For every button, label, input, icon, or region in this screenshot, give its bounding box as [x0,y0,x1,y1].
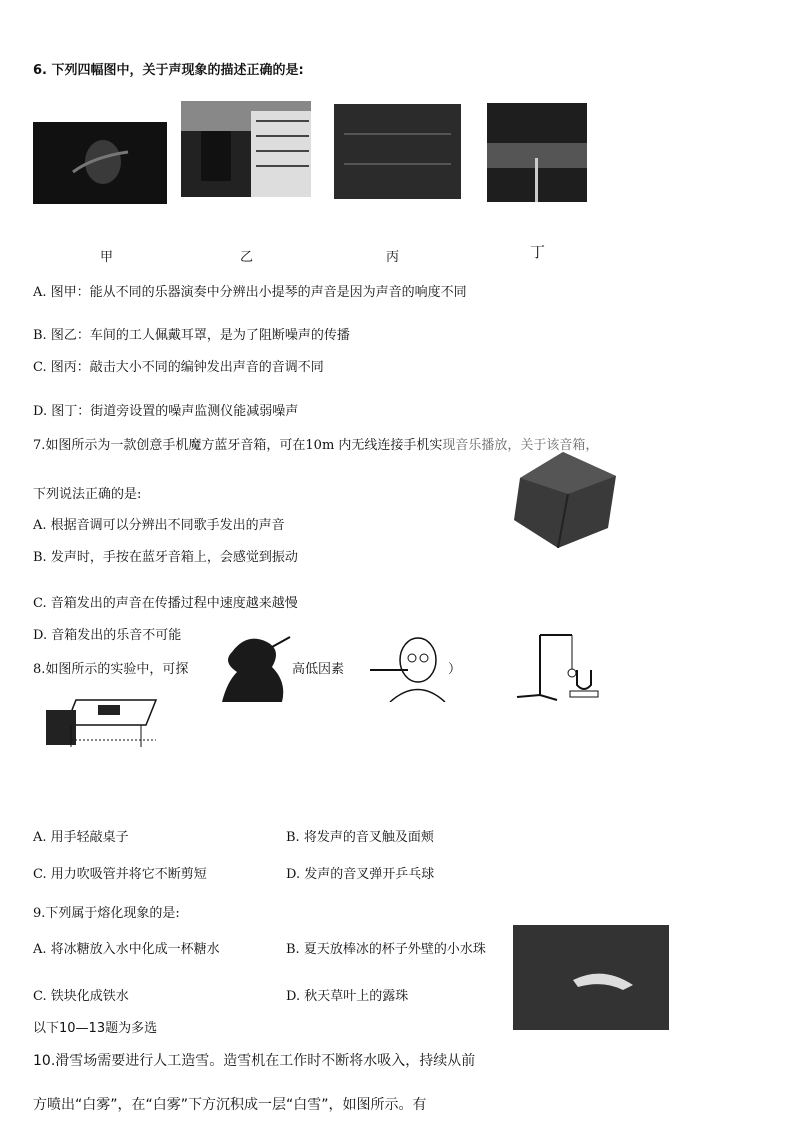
q8-option-a: A. 用手轻敲桌子 [33,830,129,845]
q6-photo-jia [33,122,167,204]
q7-stem-line1-tail: 现音乐播放，关于该音箱， [442,438,599,453]
tuning-fork-face-image [212,632,292,704]
q7-option-a: A. 根据音调可以分辨出不同歌手发出的声音 [33,518,285,533]
q6-caption-yi: 乙 [240,250,254,265]
workshop-image [181,101,311,197]
q9-option-b: B. 夏天放棒冰的杯子外壁的小水珠 [286,942,486,957]
q10-line2: 方喷出“白雾”，在“白雾”下方沉积成一层“白雪”，如图所示。有 [33,1097,427,1113]
q8-option-d: D. 发声的音叉弹开乒乓球 [286,867,435,882]
q7-option-c: C. 音箱发出的声音在传播过程中速度越来越慢 [33,596,298,611]
q6-caption-ding: 丁 [530,243,546,261]
violinist-image [33,122,167,204]
snow-machine-image [513,925,669,1030]
q6-option-a: A. 图甲：能从不同的乐器演奏中分辨出小提琴的声音是因为声音的响度不同 [33,285,467,300]
chime-bells-image [334,104,461,199]
q6-photo-ding [487,103,587,202]
q7-stem-line2: 下列说法正确的是: [33,487,142,502]
q7-option-d: D. 音箱发出的乐音不可能 [33,628,182,643]
multi-select-note: 以下10—13题为多选 [33,1021,158,1036]
q9-option-d: D. 秋天草叶上的露珠 [286,989,409,1004]
q8-stem-b: 高低因素 [292,662,345,677]
q6-option-c: C. 图丙：敲击大小不同的编钟发出声音的音调不同 [33,360,324,375]
q9-option-c: C. 铁块化成铁水 [33,989,129,1004]
q6-option-d: D. 图丁：街道旁设置的噪声监测仪能减弱噪声 [33,404,299,419]
knock-desk-image [36,695,161,750]
q10-line1: 10.滑雪场需要进行人工造雪。造雪机在工作时不断将水吸入，持续从前 [33,1053,476,1069]
q6-caption-bing: 丙 [386,250,400,265]
q6-stem: 6. 下列四幅图中，关于声现象的描述正确的是: [33,63,304,78]
q6-caption-jia: 甲 [100,250,114,265]
q8-stem-a: 8.如图所示的实验中，可探 [33,662,189,677]
q9-option-a: A. 将冰糖放入水中化成一杯糖水 [33,942,220,957]
straw-blowing-image [360,632,450,702]
speaker-cube-image [508,448,623,548]
q7-stem-line1-text: 7.如图所示为一款创意手机魔方蓝牙音箱，可在10m 内无线连接手机实 [33,438,443,453]
q9-stem: 9.下列属于熔化现象的是: [33,906,180,921]
q8-option-b: B. 将发声的音叉触及面颊 [286,830,434,845]
noise-monitor-image [487,103,587,202]
q8-stem-c: ） [448,662,462,677]
q6-option-b: B. 图乙：车间的工人佩戴耳罩，是为了阻断噪声的传播 [33,328,350,343]
q8-option-c: C. 用力吹吸管并将它不断剪短 [33,867,207,882]
q6-photo-bing [334,104,461,199]
snow-machine-photo [513,925,669,1030]
q6-photo-yi [181,101,311,197]
fork-pingpong-image [512,625,607,705]
q7-option-b: B. 发声时，手按在蓝牙音箱上，会感觉到振动 [33,550,298,565]
